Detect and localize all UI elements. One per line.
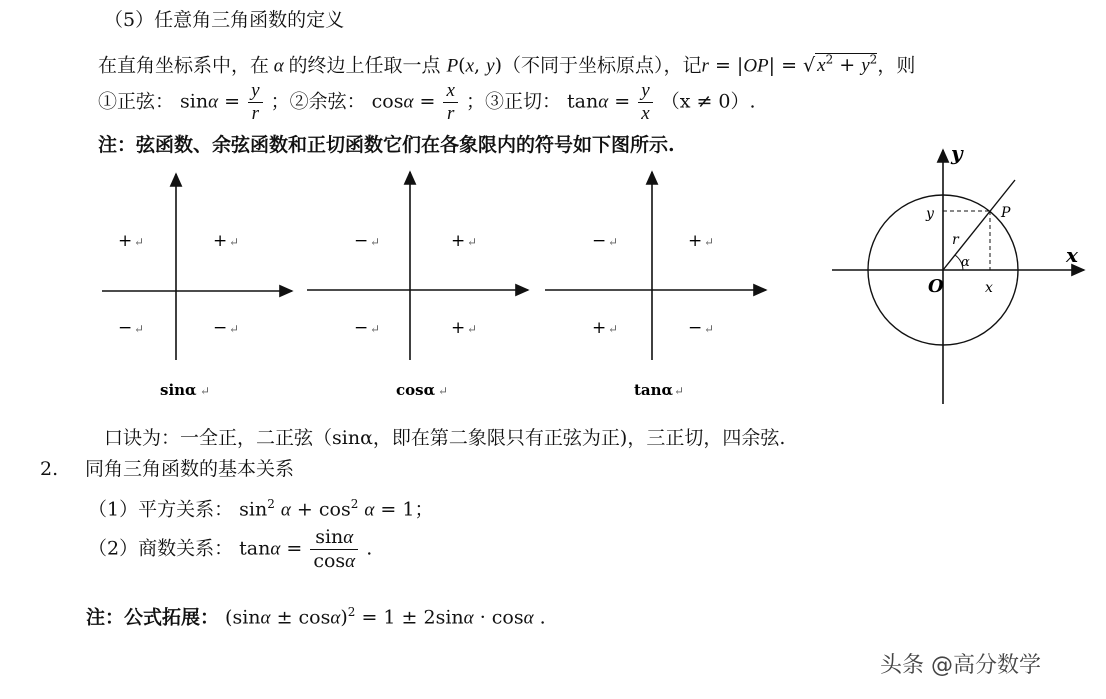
y-tick-label: y bbox=[926, 206, 934, 222]
sin-q4-sign: − bbox=[213, 318, 228, 338]
return-mark: ↵ bbox=[134, 322, 145, 336]
return-mark: ↵ bbox=[370, 235, 381, 249]
origin-label: O bbox=[928, 276, 944, 297]
intro-suffix: ，则 bbox=[877, 54, 916, 77]
cos-q2-sign: − bbox=[354, 231, 369, 251]
sin-q2-sign: + bbox=[118, 231, 133, 251]
note-label: 注：公式拓展： bbox=[86, 606, 220, 629]
sin-q1-sign: + bbox=[213, 231, 228, 251]
section2-title: 同角三角函数的基本关系 bbox=[85, 458, 295, 480]
intro-line: 在直角坐标系中，在 α 的终边上任取一点 P(x, y)（不同于坐标原点），记r = |OP| = √ $x^2 + y^2$，则 bbox=[98, 53, 916, 77]
return-mark: ↵ bbox=[200, 384, 211, 398]
mnemonic-fn: sinα bbox=[332, 427, 373, 449]
tan-q4-sign: − bbox=[688, 318, 703, 338]
return-mark: ↵ bbox=[467, 322, 478, 336]
rel1-label: （1）平方关系： bbox=[88, 498, 234, 521]
return-mark: ↵ bbox=[674, 384, 685, 398]
cos-q1-sign: + bbox=[451, 231, 466, 251]
return-mark: ↵ bbox=[467, 235, 478, 249]
tan-q1-sign: + bbox=[688, 231, 703, 251]
rel2-label: （2）商数关系： bbox=[88, 537, 234, 560]
watermark: 头条 @高分数学 bbox=[880, 653, 1041, 678]
return-mark: ↵ bbox=[608, 322, 619, 336]
intro-mid2: （不同于坐标原点），记 bbox=[501, 54, 702, 77]
mnemonic-prefix: 口诀为：一全正，二正弦（ bbox=[104, 427, 333, 449]
x-tick-label: x bbox=[985, 280, 993, 296]
point-label: P bbox=[1001, 205, 1011, 221]
sin-label: ①正弦： bbox=[98, 90, 175, 113]
return-mark: ↵ bbox=[704, 235, 715, 249]
return-mark: ↵ bbox=[229, 235, 240, 249]
sin-q3-sign: − bbox=[118, 318, 133, 338]
radius-label: r bbox=[952, 232, 959, 248]
return-mark: ↵ bbox=[370, 322, 381, 336]
mnemonic-suffix: ，即在第二象限只有正弦为正)，三正切，四余弦. bbox=[372, 427, 786, 449]
quotient-relation: （2）商数关系： tanα = $\frac{\sin\alpha}{\cos\alpha}$ . bbox=[88, 526, 373, 572]
return-mark: ↵ bbox=[704, 322, 715, 336]
terminal-side bbox=[943, 180, 1015, 270]
section-heading: （5）任意角三角函数的定义 bbox=[104, 9, 345, 31]
angle-label: α bbox=[961, 255, 970, 270]
tan-condition: （x ≠ 0）. bbox=[660, 90, 756, 113]
formula-extension: 注：公式拓展： $(\sin\alpha \pm \cos\alpha)^2 = 1 \pm 2\sin\alpha \cdot \cos\alpha$ . bbox=[86, 605, 546, 629]
definitions-line: ①正弦： sinα = $\frac{y}{r}$ ；②余弦： cosα = $\frac{x}{r}$ ；③正切： tanα = $\frac{y}{x}$ （x ≠ 0）. bbox=[98, 80, 756, 124]
tan-q2-sign: − bbox=[592, 231, 607, 251]
tan-q3-sign: + bbox=[592, 318, 607, 338]
sin-sign-diagram bbox=[102, 174, 292, 399]
square-relation: （1）平方关系： $\sin^2 \alpha + \cos^2 \alpha = 1$； bbox=[88, 497, 434, 521]
tan-diagram-label: tanα bbox=[634, 381, 674, 399]
cos-q3-sign: − bbox=[354, 318, 369, 338]
sign-note: 注：弦函数、余弦函数和正切函数它们在各象限内的符号如下图所示. bbox=[98, 134, 675, 156]
cos-q4-sign: + bbox=[451, 318, 466, 338]
y-axis-label: y bbox=[951, 141, 963, 165]
cos-diagram-label: cosα bbox=[396, 381, 436, 399]
unit-circle-diagram bbox=[832, 141, 1084, 404]
mnemonic-line bbox=[104, 426, 785, 450]
intro-prefix: 在直角坐标系中，在 bbox=[98, 54, 270, 77]
intro-mid1: 的终边上任取一点 bbox=[288, 54, 441, 77]
return-mark: ↵ bbox=[438, 384, 449, 398]
sin-diagram-label: sinα bbox=[160, 381, 197, 399]
return-mark: ↵ bbox=[608, 235, 619, 249]
tan-label: ；③正切： bbox=[465, 90, 561, 113]
cos-label: ；②余弦： bbox=[270, 90, 366, 113]
x-axis-label: x bbox=[1066, 243, 1078, 267]
cos-sign-diagram bbox=[307, 172, 528, 399]
return-mark: ↵ bbox=[229, 322, 240, 336]
tan-sign-diagram bbox=[545, 172, 766, 399]
return-mark: ↵ bbox=[134, 235, 145, 249]
section2-number: 2. bbox=[40, 458, 59, 480]
